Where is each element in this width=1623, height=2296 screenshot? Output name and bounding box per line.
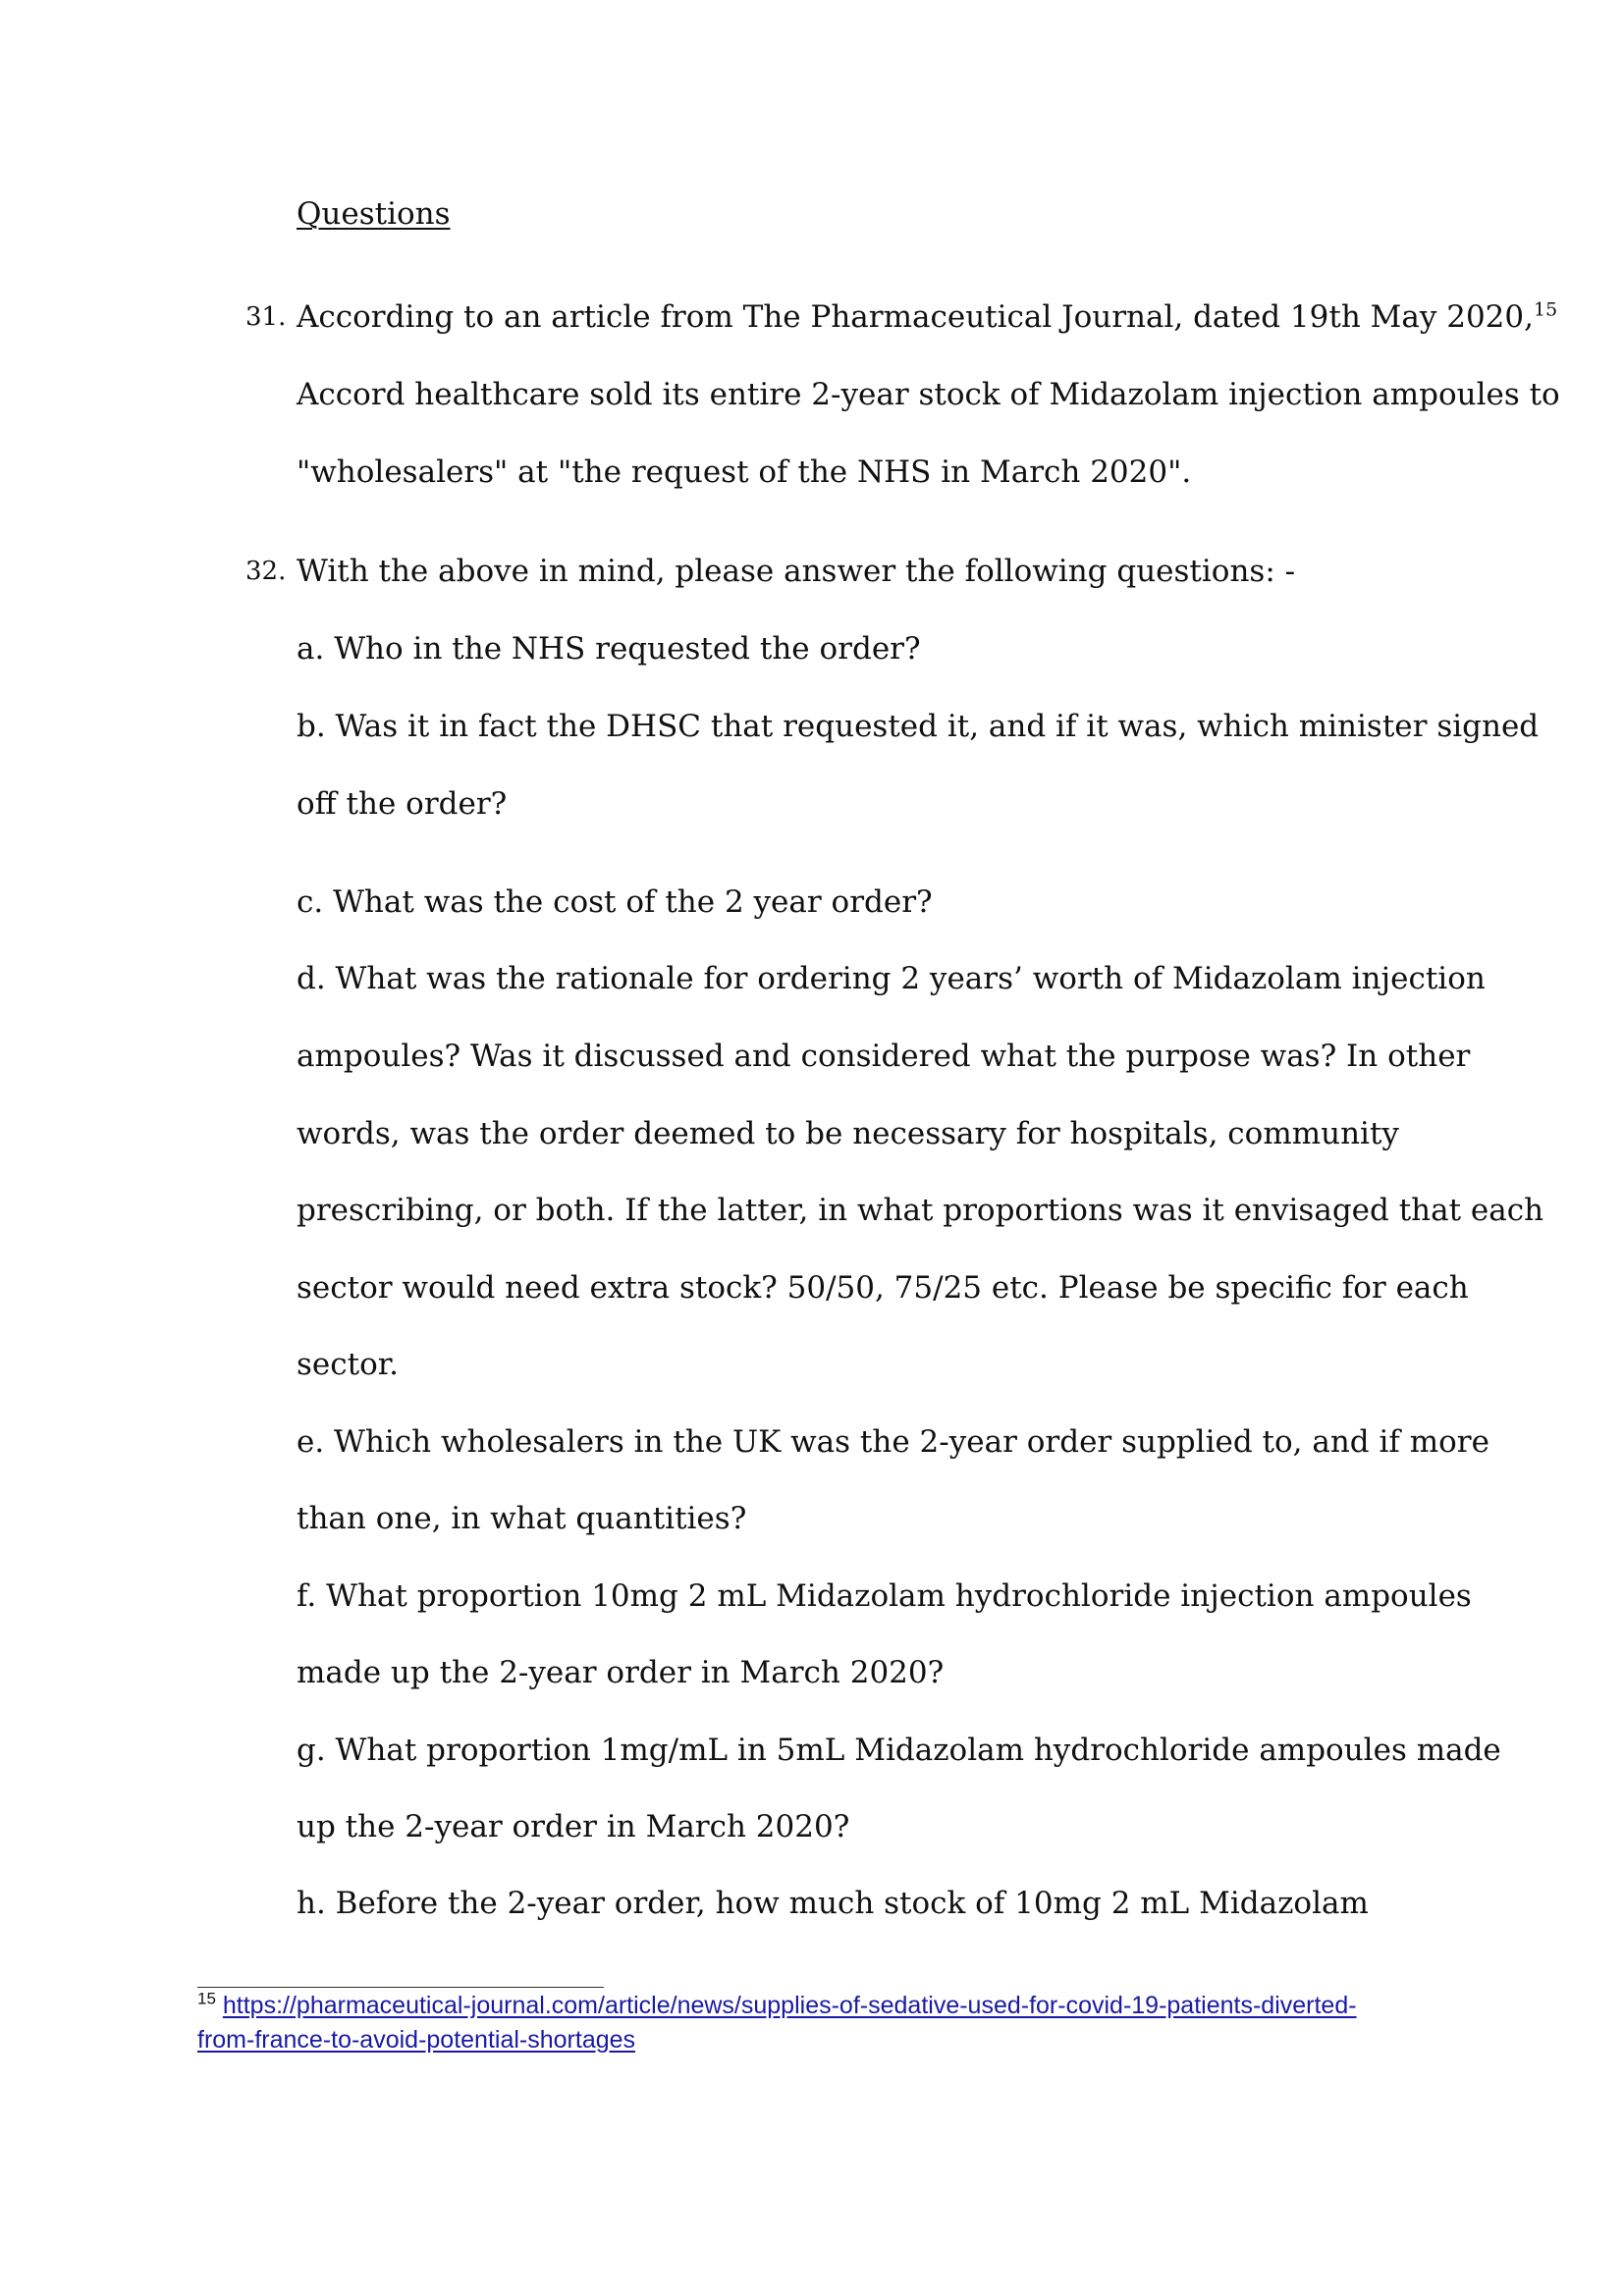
item-32-line-1: With the above in mind, please answer the following questions: - [297, 554, 1296, 589]
sub-item-e-line-2: than one, in what quantities? [297, 1501, 747, 1536]
sub-item-f-line-1: f. What proportion 10mg 2 mL Midazolam hydrochloride injection ampoules [297, 1578, 1472, 1614]
sub-item-b-line-2: off the order? [297, 786, 508, 822]
sub-item-g-line-2: up the 2-year order in March 2020? [297, 1809, 850, 1844]
sub-item-d-line-4: prescribing, or both. If the latter, in what proportions was it envisaged that each [297, 1193, 1544, 1228]
footnote-number: 15 [197, 1989, 216, 2008]
sub-item-d-line-1: d. What was the rationale for ordering 2 years’ worth of Midazolam injection [297, 961, 1486, 996]
footnote [197, 1989, 1474, 2057]
sub-item-d-line-5: sector would need extra stock? 50/50, 75/25 etc. Please be specific for each [297, 1270, 1469, 1306]
sub-item-d-line-6: sector. [297, 1347, 400, 1382]
footnote-reference[interactable]: 15 [1533, 298, 1558, 321]
sub-item-d-line-2: ampoules? Was it discussed and considered what the purpose was? In other [297, 1039, 1471, 1074]
sub-item-f-line-2: made up the 2-year order in March 2020? [297, 1655, 945, 1690]
item-31-line-2: Accord healthcare sold its entire 2-year stock of Midazolam injection ampoules to [297, 377, 1560, 412]
item-number-31: 31. [245, 302, 287, 332]
footnote-line-2 [197, 2023, 1474, 2057]
item-number-32: 32. [245, 557, 287, 586]
footnote-link-part-2[interactable]: from-france-to-avoid-potential-shortages [197, 2026, 636, 2054]
sub-item-a: a. Who in the NHS requested the order? [297, 631, 921, 667]
sub-item-d-line-3: words, was the order deemed to be necessary for hospitals, community [297, 1116, 1399, 1151]
footnote-line-1 [197, 1989, 1474, 2023]
footnote-separator [197, 1987, 604, 1988]
sub-item-c: c. What was the cost of the 2 year order? [297, 884, 933, 920]
sub-item-g-line-1: g. What proportion 1mg/mL in 5mL Midazolam hydrochloride ampoules made [297, 1733, 1501, 1768]
sub-item-e-line-1: e. Which wholesalers in the UK was the 2-year order supplied to, and if more [297, 1424, 1489, 1460]
sub-item-h-line-1: h. Before the 2-year order, how much stock of 10mg 2 mL Midazolam [297, 1886, 1369, 1921]
section-heading: Questions [297, 196, 451, 232]
footnote-link-part-1[interactable]: https://pharmaceutical-journal.com/article/news/supplies-of-sedative-used-for-covid-19-patients-diverted- [222, 1992, 1357, 2019]
item-31-line-3: "wholesalers" at "the request of the NHS in March 2020". [297, 454, 1192, 490]
sub-item-b-line-1: b. Was it in fact the DHSC that requested it, and if it was, which minister signed [297, 709, 1540, 744]
item-31-line-1: According to an article from The Pharmaceutical Journal, dated 19th May 2020,15 [297, 298, 1558, 335]
